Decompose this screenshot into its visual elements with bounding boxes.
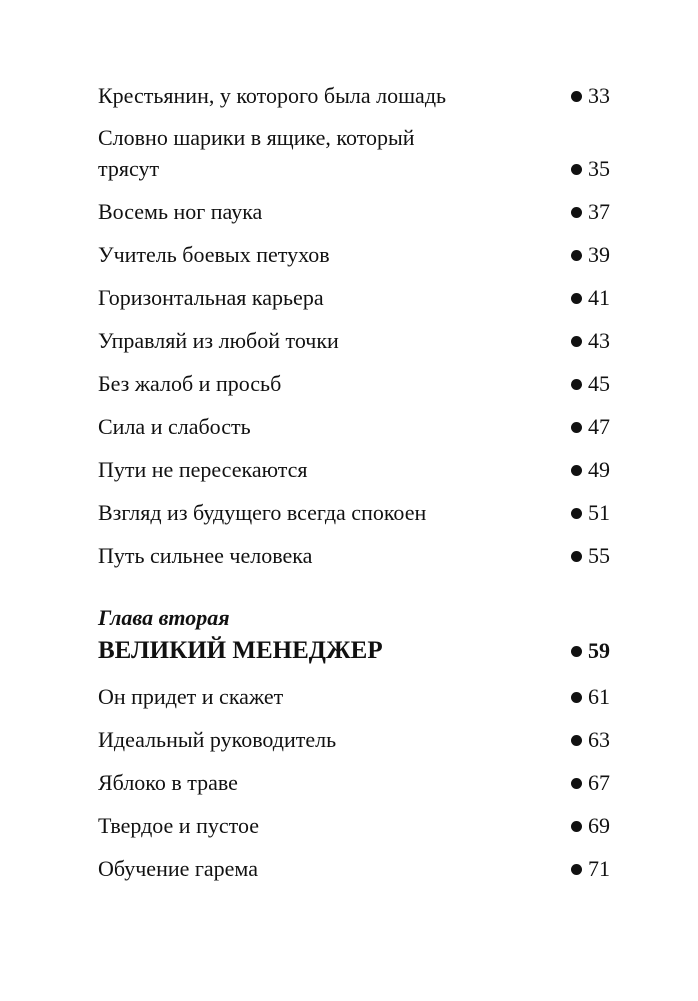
toc-entry-title: Горизонтальная карьера [98, 285, 324, 310]
toc-entry-title-line1: Словно шарики в ящике, который [98, 125, 415, 150]
toc-entry [98, 726, 610, 754]
chapter-heading [98, 637, 610, 665]
bullet-icon [571, 336, 582, 347]
toc-entry-page [571, 82, 610, 110]
toc-entry-page [571, 370, 610, 398]
toc-entry [98, 241, 610, 269]
toc-entry-title: Идеальный руководитель [98, 727, 337, 752]
toc-entry-page [571, 456, 610, 484]
bullet-icon [571, 778, 582, 789]
bullet-icon [571, 864, 582, 875]
bullet-icon [571, 379, 582, 390]
toc-entry-title: Управляй из любой точки [98, 328, 339, 353]
toc-entry-title: Путь сильнее человека [98, 543, 313, 568]
page-number: 49 [588, 457, 610, 482]
chapter-page [571, 637, 610, 665]
toc-entry-page [571, 198, 610, 226]
page-number: 63 [588, 727, 610, 752]
toc-entry-page [571, 683, 610, 711]
toc-entry [98, 542, 610, 570]
toc-entry [98, 370, 610, 398]
bullet-icon [571, 207, 582, 218]
toc-entry [98, 327, 610, 355]
toc-entry [98, 812, 610, 840]
bullet-icon [571, 692, 582, 703]
toc-entry-page [571, 769, 610, 797]
chapter-title: ВЕЛИКИЙ МЕНЕДЖЕР [98, 637, 383, 664]
toc-entry-title-line2: трясут [98, 156, 160, 181]
toc-entry-page [571, 542, 610, 570]
toc-entry-page [571, 241, 610, 269]
bullet-icon [571, 91, 582, 102]
page-number: 41 [588, 285, 610, 310]
bullet-icon [571, 250, 582, 261]
page-number: 59 [588, 638, 610, 663]
bullet-icon [571, 465, 582, 476]
toc-entry-title: Твердое и пустое [98, 813, 259, 838]
page-number: 71 [588, 856, 610, 881]
page-number: 43 [588, 328, 610, 353]
toc-entry-page [571, 155, 610, 183]
toc-entry-title: Учитель боевых петухов [98, 242, 330, 267]
toc-entry [98, 456, 610, 484]
page-number: 45 [588, 371, 610, 396]
page-number: 55 [588, 543, 610, 568]
toc-entry-page [571, 284, 610, 312]
chapter-label: Глава вторая [98, 605, 230, 630]
bullet-icon [571, 821, 582, 832]
toc-entry-page [571, 855, 610, 883]
page-number: 47 [588, 414, 610, 439]
toc-entry [98, 82, 610, 110]
toc-entry-title: Сила и слабость [98, 414, 251, 439]
page-number: 51 [588, 500, 610, 525]
page-number: 35 [588, 156, 610, 181]
toc-entry-page [571, 413, 610, 441]
toc-entry [98, 124, 610, 183]
toc-entry [98, 413, 610, 441]
page-number: 37 [588, 199, 610, 224]
toc-entry-title: Взгляд из будущего всегда спокоен [98, 500, 427, 525]
toc-entry-page [571, 327, 610, 355]
bullet-icon [571, 508, 582, 519]
toc-entry-title: Крестьянин, у которого была лошадь [98, 83, 447, 108]
toc-entry-page [571, 499, 610, 527]
toc-entry-page [571, 726, 610, 754]
toc-entry [98, 499, 610, 527]
toc-entry-title: Обучение гарема [98, 856, 258, 881]
toc-entry-title: Он придет и скажет [98, 684, 284, 709]
toc-entry-page [571, 812, 610, 840]
page-number: 33 [588, 83, 610, 108]
page-number: 39 [588, 242, 610, 267]
toc-entry-title: Восемь ног паука [98, 199, 263, 224]
bullet-icon [571, 551, 582, 562]
bullet-icon [571, 164, 582, 175]
toc-entry [98, 683, 610, 711]
toc-entry [98, 769, 610, 797]
toc-entry-title: Без жалоб и просьб [98, 371, 282, 396]
toc-entry [98, 855, 610, 883]
toc-entry [98, 284, 610, 312]
page-number: 67 [588, 770, 610, 795]
page-number: 61 [588, 684, 610, 709]
toc-entry-title: Яблоко в траве [98, 770, 238, 795]
bullet-icon [571, 646, 582, 657]
page-number: 69 [588, 813, 610, 838]
bullet-icon [571, 735, 582, 746]
bullet-icon [571, 293, 582, 304]
bullet-icon [571, 422, 582, 433]
toc-entry-title: Пути не пересекаются [98, 457, 308, 482]
toc-entry [98, 198, 610, 226]
